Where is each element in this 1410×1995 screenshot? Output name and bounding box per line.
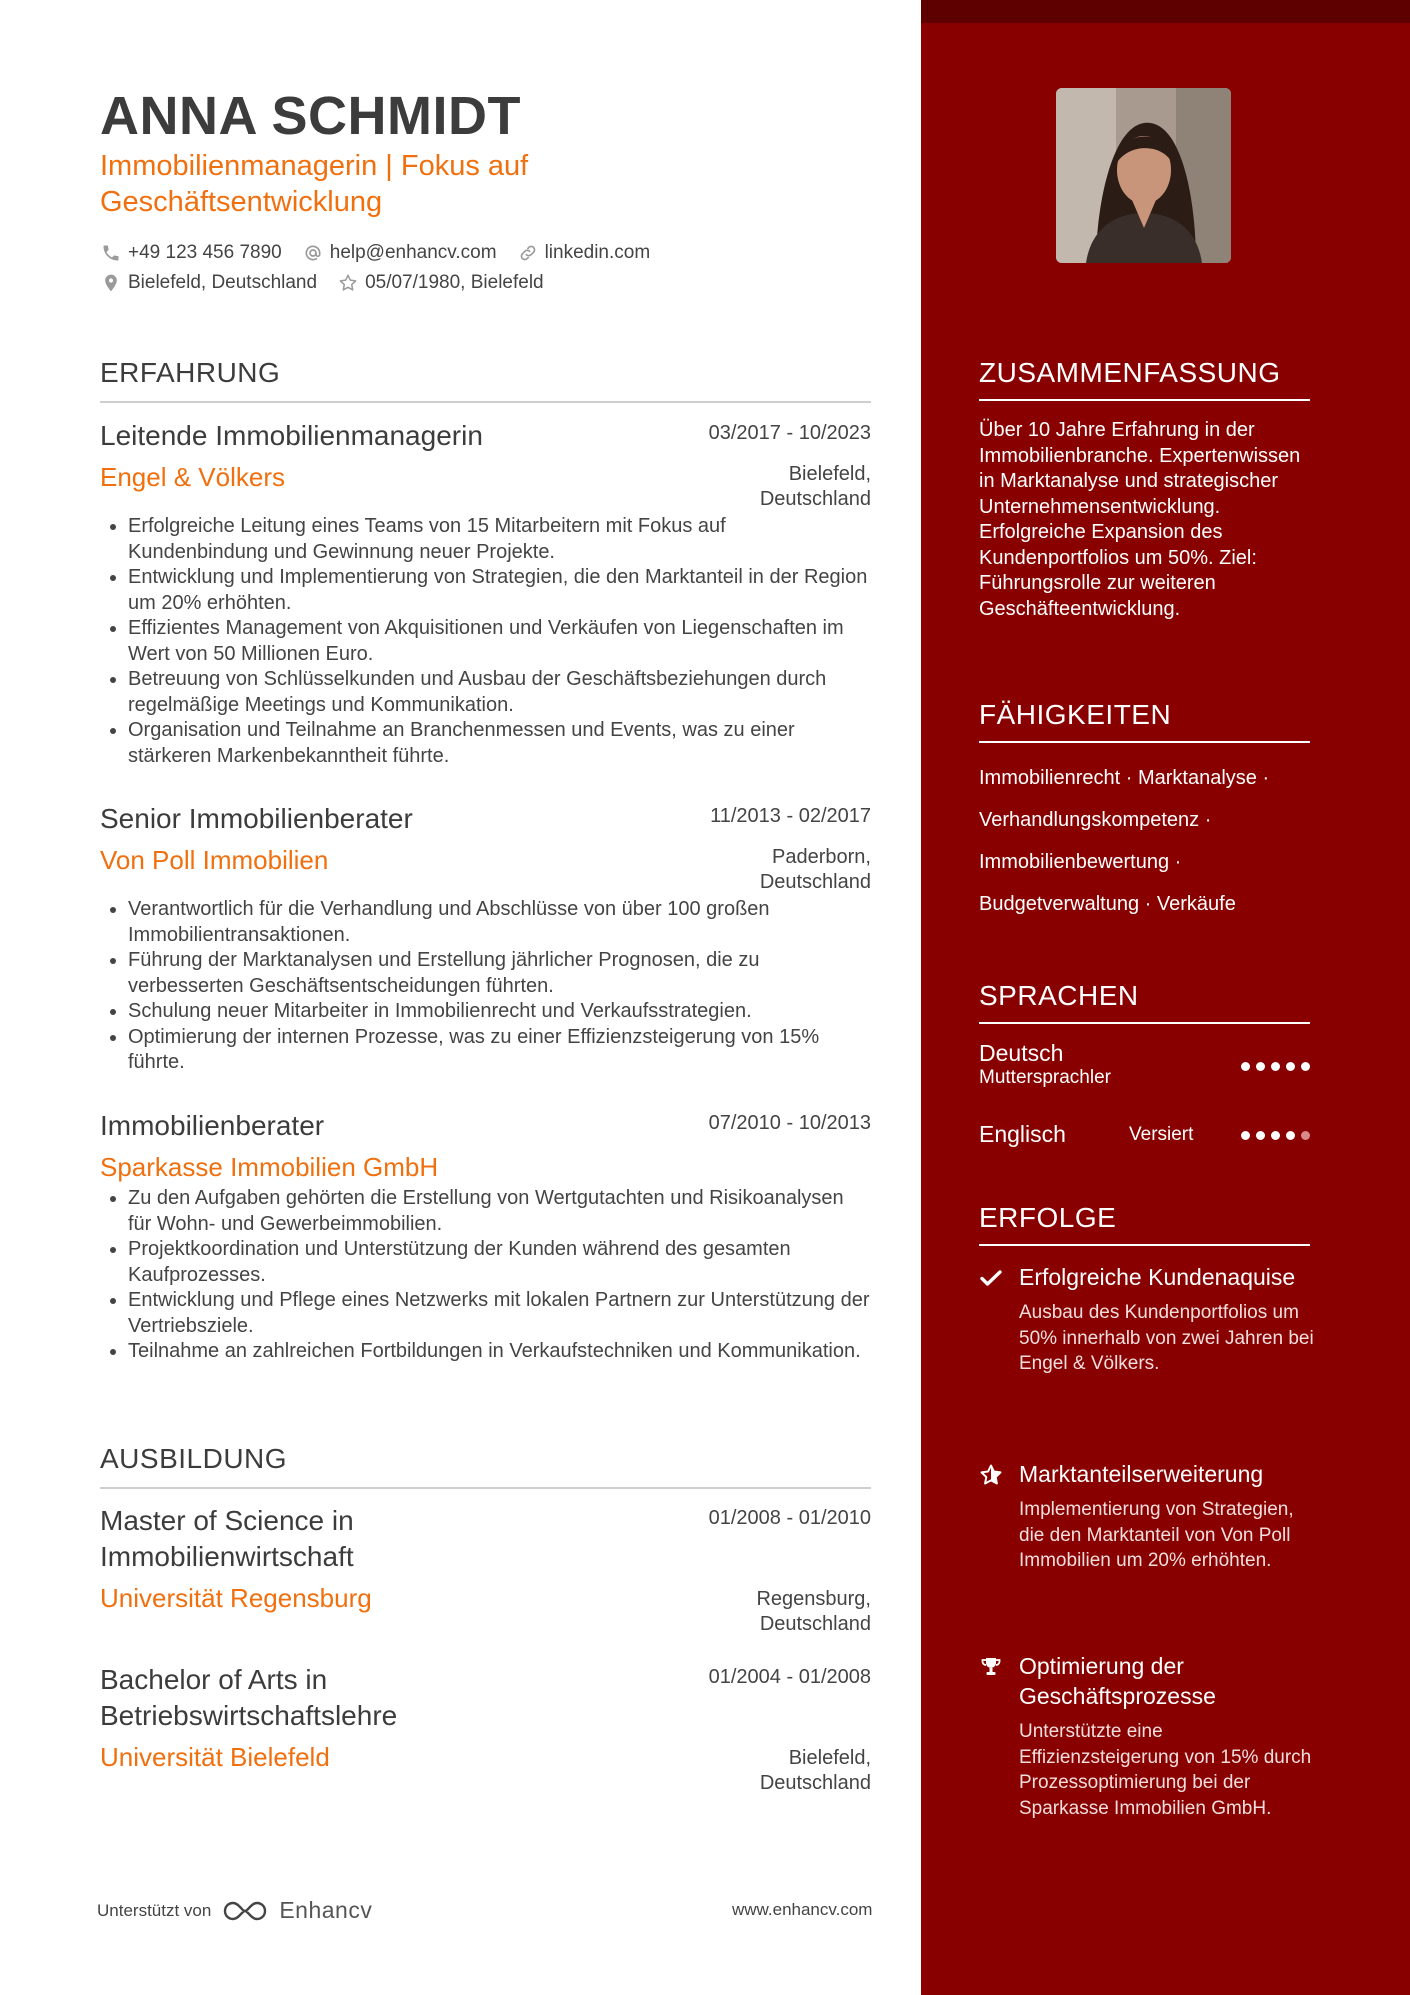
company-name: Engel & Völkers — [100, 462, 285, 492]
job-dates: 11/2013 - 02/2017 — [710, 805, 871, 827]
achievement-title: Erfolgreiche Kundenaquise — [1019, 1264, 1296, 1290]
proficiency-dot-filled — [1241, 1131, 1250, 1140]
proficiency-dot-filled — [1241, 1062, 1250, 1071]
phone-icon — [100, 242, 122, 264]
experience-entry — [100, 418, 871, 769]
proficiency-dot-filled — [1256, 1062, 1265, 1071]
check-icon — [979, 1266, 1005, 1292]
trophy-icon — [979, 1655, 1005, 1681]
bullet: • Entwicklung und Implementierung von Strategien, die den Marktanteil in der Region um 20% erhöhten. — [128, 565, 871, 616]
job-dates: 07/2010 - 10/2013 — [708, 1112, 871, 1134]
education-dates: 01/2008 - 01/2010 — [708, 1507, 871, 1529]
achievement-entry — [979, 1262, 1319, 1377]
bullet: • Optimierung der internen Prozesse, was zu einer Effizienzsteigerung von 15% führte. — [128, 1025, 871, 1076]
language-name: Englisch — [979, 1121, 1066, 1147]
language-proficiency-dots — [1235, 1131, 1310, 1140]
education-dates: 01/2004 - 01/2008 — [708, 1666, 871, 1688]
achievement-desc: Unterstützte eine Effizienzsteigerung von 15% durch Prozessoptimierung bei der Sparkasse Immobilien GmbH. — [1019, 1721, 1312, 1819]
skill-item: Verkäufe — [1156, 893, 1236, 915]
language-proficiency-dots — [1235, 1062, 1310, 1071]
education-entry — [100, 1662, 871, 1794]
bullet: • Effizientes Management von Akquisitionen und Verkäufen von Liegenschaften im Wert von 50 Millionen Euro. — [128, 616, 871, 667]
skill-item: Verhandlungskompetenz — [979, 809, 1200, 831]
job-title: Immobilienberater — [100, 1110, 325, 1141]
degree-title: Bachelor of Arts in Betriebswirtschaftslehre — [100, 1664, 398, 1731]
achievement-title: Optimierung der Geschäftsprozesse — [1019, 1653, 1216, 1709]
language-name: Deutsch — [979, 1040, 1064, 1066]
proficiency-dot-empty — [1301, 1131, 1310, 1140]
achievement-entry — [979, 1651, 1319, 1821]
language-level: Muttersprachler — [979, 1067, 1111, 1088]
proficiency-dot-filled — [1301, 1062, 1310, 1071]
education-entry — [100, 1503, 871, 1635]
education-section-title: AUSBILDUNG — [100, 1443, 871, 1489]
candidate-name: ANNA SCHMIDT — [100, 86, 521, 146]
location-text: Bielefeld, Deutschland — [128, 272, 318, 293]
proficiency-dot-filled — [1271, 1131, 1280, 1140]
skills-list: Immobilienrecht · Marktanalyse · Verhandlungskompetenz · Immobilienbewertung · Budgetverwaltung · Verkäufe — [979, 767, 1270, 915]
proficiency-dot-filled — [1286, 1131, 1295, 1140]
bullet: • Entwicklung und Pflege eines Netzwerks mit lokalen Partnern zur Unterstützung der Vertriebsziele. — [128, 1288, 871, 1339]
at-icon — [302, 242, 324, 264]
headline: Immobilienmanagerin | Fokus auf Geschäftsentwicklung — [100, 150, 529, 218]
school-name: Universität Regensburg — [100, 1583, 372, 1613]
company-name: Sparkasse Immobilien GmbH — [100, 1152, 439, 1182]
languages-section-title: SPRACHEN — [979, 980, 1310, 1024]
enhancv-logo-icon — [221, 1898, 269, 1924]
skill-item: Marktanalyse — [1137, 767, 1257, 789]
school-name: Universität Bielefeld — [100, 1742, 330, 1772]
degree-title: Master of Science in Immobilienwirtschaft — [100, 1505, 354, 1572]
proficiency-dot-filled — [1256, 1131, 1265, 1140]
job-bullets — [100, 514, 871, 769]
achievement-desc: Implementierung von Strategien, die den Marktanteil von Von Poll Immobilien um 20% erhöhten. — [1019, 1499, 1294, 1571]
achievements-section-title: ERFOLGE — [979, 1202, 1310, 1246]
contact-info — [100, 238, 820, 298]
job-location: Paderborn, Deutschland — [759, 846, 871, 893]
education-location: Regensburg, Deutschland — [756, 1588, 871, 1635]
experience-entry — [100, 1108, 871, 1365]
language-entry — [979, 1121, 1310, 1148]
experience-section-title: ERFAHRUNG — [100, 357, 871, 403]
star-outline-icon — [337, 272, 359, 294]
linkedin-text: linkedin.com — [544, 242, 651, 263]
bullet: • Zu den Aufgaben gehörten die Erstellung von Wertgutachten und Risikoanalysen für Wohn- und Gewerbeimmobilien. — [128, 1186, 871, 1237]
achievement-desc: Ausbau des Kundenportfolios um 50% innerhalb von zwei Jahren bei Engel & Völkers. — [1019, 1302, 1314, 1374]
bullet: • Erfolgreiche Leitung eines Teams von 15 Mitarbeitern mit Fokus auf Kundenbindung und Gewinnung neuer Projekte. — [128, 514, 871, 565]
bullet: • Führung der Marktanalysen und Erstellung jährlicher Prognosen, die zu verbesserten Geschäftsentscheidungen führten. — [128, 948, 871, 999]
bullet: • Verantwortlich für die Verhandlung und Abschlüsse von über 100 großen Immobilientransaktionen. — [128, 897, 871, 948]
phone-text: +49 123 456 7890 — [128, 242, 282, 263]
bullet: • Organisation und Teilnahme an Branchenmessen und Events, was zu einer stärkeren Markenbekanntheit führte. — [128, 718, 871, 769]
company-name: Von Poll Immobilien — [100, 845, 329, 875]
contact-location — [100, 272, 317, 294]
link-icon — [517, 242, 539, 264]
sidebar-top-bar — [921, 0, 1410, 23]
summary-text: Über 10 Jahre Erfahrung in der Immobilienbranche. Expertenwissen in Marktanalyse und strategischer Unternehmensentwicklung. Erfolgreiche Expansion des Kundenportfolios um 50%. Ziel: Führungsrolle zur weiteren Geschäfteentwicklung. — [979, 419, 1301, 620]
sidebar — [921, 0, 1410, 1995]
achievement-title: Marktanteilserweiterung — [1019, 1461, 1264, 1487]
contact-phone[interactable] — [100, 242, 282, 264]
job-title: Leitende Immobilienmanagerin — [100, 420, 483, 451]
job-bullets — [100, 897, 871, 1076]
bullet: • Schulung neuer Mitarbeiter in Immobilienrecht und Verkaufsstrategien. — [128, 999, 871, 1025]
skill-item: Immobilienrecht — [979, 767, 1121, 789]
contact-linkedin[interactable] — [517, 242, 651, 264]
language-level: Versiert — [1129, 1124, 1194, 1145]
star-icon — [979, 1463, 1005, 1489]
job-title: Senior Immobilienberater — [100, 803, 413, 834]
summary-section-title: ZUSAMMENFASSUNG — [979, 357, 1310, 401]
brand-name: Enhancv — [279, 1897, 373, 1923]
powered-by-text: Unterstützt von — [97, 1900, 212, 1920]
footer-powered-by — [97, 1897, 372, 1924]
skill-item: Budgetverwaltung — [979, 893, 1140, 915]
job-dates: 03/2017 - 10/2023 — [708, 422, 871, 444]
location-pin-icon — [100, 272, 122, 294]
education-location: Bielefeld, Deutschland — [759, 1747, 871, 1794]
skills-section-title: FÄHIGKEITEN — [979, 699, 1310, 743]
contact-birth — [337, 272, 544, 294]
bullet: • Betreuung von Schlüsselkunden und Ausbau der Geschäftsbeziehungen durch regelmäßige Meetings und Kommunikation. — [128, 667, 871, 718]
profile-photo — [1056, 88, 1231, 263]
footer-website[interactable]: www.enhancv.com — [732, 1900, 873, 1919]
job-location: Bielefeld, Deutschland — [759, 463, 871, 510]
proficiency-dot-filled — [1271, 1062, 1280, 1071]
birth-text: 05/07/1980, Bielefeld — [365, 272, 544, 293]
proficiency-dot-filled — [1286, 1062, 1295, 1071]
contact-email[interactable] — [302, 242, 497, 264]
job-bullets — [100, 1186, 871, 1365]
bullet: • Projektkoordination und Unterstützung der Kunden während des gesamten Kaufprozesses. — [128, 1237, 871, 1288]
skill-item: Immobilienbewertung — [979, 851, 1170, 873]
achievement-entry — [979, 1459, 1319, 1574]
language-entry — [979, 1040, 1310, 1089]
experience-entry — [100, 801, 871, 1076]
email-text: help@enhancv.com — [329, 242, 497, 263]
bullet: • Teilnahme an zahlreichen Fortbildungen in Verkaufstechniken und Kommunikation. — [128, 1339, 871, 1365]
